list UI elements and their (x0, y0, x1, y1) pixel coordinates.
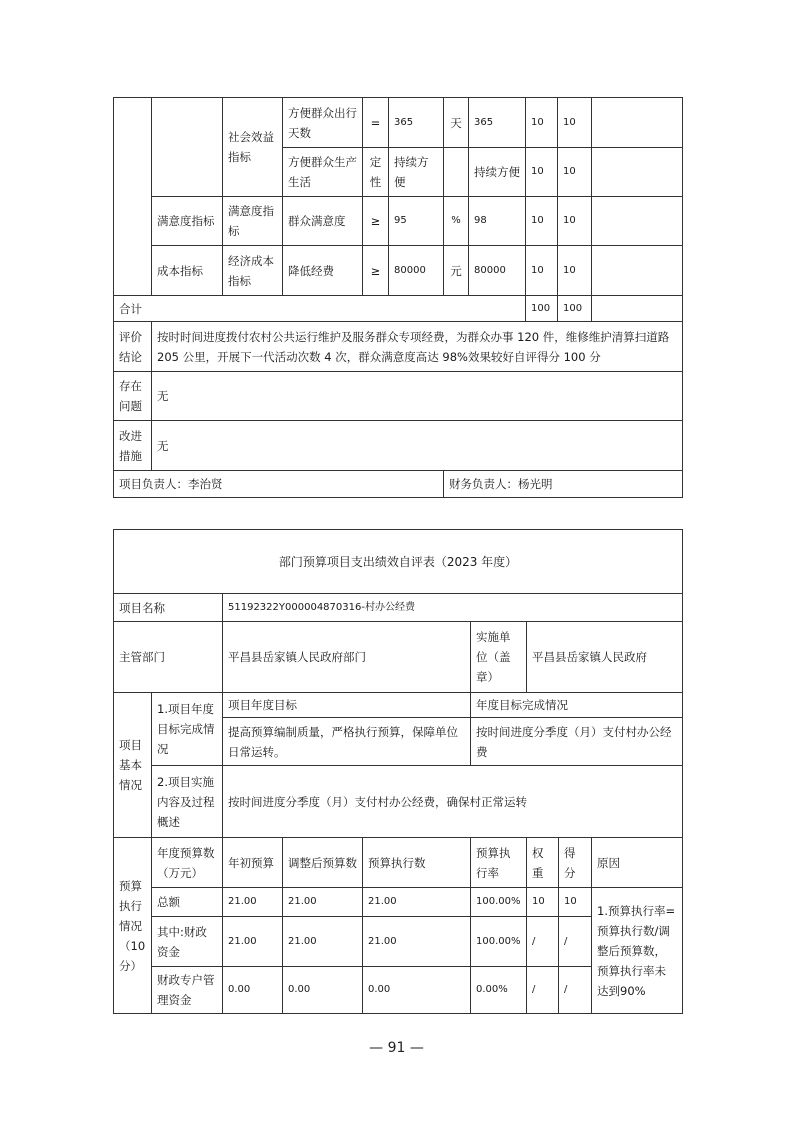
score: 10 (558, 98, 592, 148)
execution-rate: 0.00% (471, 967, 527, 1014)
row-name: 总额 (152, 888, 223, 917)
target-value: 95 (389, 197, 444, 246)
conclusion-text: 按时时间进度拨付农村公共运行维护及服务群众专项经费，为群众办事 120 件，维修维护清算扫道路 205 公里，开展下一代活动次数 4 次，群众满意度高达 98%效果较好自评得分 100 分 (152, 322, 683, 372)
weight: 10 (527, 888, 559, 917)
target-value: 80000 (389, 246, 444, 296)
reason (592, 148, 683, 197)
category-level2: 经济成本指标 (223, 246, 283, 296)
table-row (114, 197, 683, 246)
score: / (559, 917, 592, 967)
operator: ≥ (363, 246, 389, 296)
implementing-unit-label: 实施单位（盖章） (471, 622, 527, 693)
signature-row (114, 471, 683, 498)
total-score: 100 (558, 296, 592, 322)
weight: 10 (526, 98, 558, 148)
page-number: — 91 — (369, 1040, 424, 1056)
category-level1: 满意度指标 (152, 197, 223, 246)
title-row (114, 530, 683, 594)
adjusted-budget: 21.00 (283, 917, 363, 967)
basic-info-label: 项目基本情况 (114, 693, 152, 838)
initial-budget: 21.00 (223, 917, 283, 967)
project-name-label: 项目名称 (114, 594, 223, 622)
adjusted-budget: 21.00 (283, 888, 363, 917)
total-weight: 100 (526, 296, 558, 322)
problems-label: 存在问题 (114, 372, 152, 421)
improvements-row (114, 421, 683, 471)
unit: 天 (444, 98, 469, 148)
conclusion-row (114, 322, 683, 372)
column-header: 调整后预算数 (283, 838, 363, 888)
initial-budget: 21.00 (223, 888, 283, 917)
actual-value: 365 (469, 98, 526, 148)
project-lead: 项目负责人：李治贤 (114, 471, 444, 498)
execution-label: 预算执行情况（10分） (114, 838, 152, 1014)
table-row (114, 766, 683, 838)
content-text: 按时间进度分季度（月）支付村办公经费，确保村正常运转 (223, 766, 683, 838)
total-label: 合计 (114, 296, 526, 322)
actual-value: 98 (469, 197, 526, 246)
blank-cell (114, 98, 152, 296)
department: 平昌县岳家镇人民政府部门 (223, 622, 471, 693)
problems-text: 无 (152, 372, 683, 421)
blank-cell (152, 98, 223, 197)
table-row (114, 693, 683, 718)
target-value: 持续方便 (389, 148, 444, 197)
conclusion-label: 评价结论 (114, 322, 152, 372)
project-name: 51192322Y000004870316-村办公经费 (223, 594, 683, 622)
problems-row (114, 372, 683, 421)
table-row (114, 98, 683, 148)
row-name: 其中:财政资金 (152, 917, 223, 967)
column-header: 权重 (527, 838, 559, 888)
initial-budget: 0.00 (223, 967, 283, 1014)
category-level2: 满意度指标 (223, 197, 283, 246)
actual-value: 80000 (469, 246, 526, 296)
column-header: 年初预算 (223, 838, 283, 888)
department-row (114, 622, 683, 693)
unit (444, 148, 469, 197)
executed-amount: 21.00 (363, 888, 471, 917)
reason (592, 246, 683, 296)
indicator-name: 方便群众生产生活 (283, 148, 363, 197)
social-benefit-label: 社会效益指标 (223, 98, 283, 197)
department-label: 主管部门 (114, 622, 223, 693)
total-reason (592, 296, 683, 322)
execution-rate: 100.00% (471, 917, 527, 967)
operator: = (363, 98, 389, 148)
column-header: 预算执行数 (363, 838, 471, 888)
budget-self-evaluation-table (113, 529, 683, 1014)
column-header: 年度预算数（万元） (152, 838, 223, 888)
goal-text: 提高预算编制质量，严格执行预算，保障单位日常运转。 (223, 718, 471, 766)
goal-label: 1.项目年度目标完成情况 (152, 693, 223, 766)
weight: 10 (526, 197, 558, 246)
content-label: 2.项目实施内容及过程概述 (152, 766, 223, 838)
weight: 10 (526, 246, 558, 296)
completion-header: 年度目标完成情况 (471, 693, 683, 718)
adjusted-budget: 0.00 (283, 967, 363, 1014)
column-header: 预算执行率 (471, 838, 527, 888)
indicator-name: 降低经费 (283, 246, 363, 296)
operator: 定性 (363, 148, 389, 197)
score: / (559, 967, 592, 1014)
weight: / (527, 917, 559, 967)
goal-header: 项目年度目标 (223, 693, 471, 718)
weight: / (527, 967, 559, 1014)
executed-amount: 21.00 (363, 917, 471, 967)
weight: 10 (526, 148, 558, 197)
score: 10 (558, 197, 592, 246)
column-header: 原因 (592, 838, 683, 888)
row-name: 财政专户管理资金 (152, 967, 223, 1014)
reason (592, 197, 683, 246)
project-name-row (114, 594, 683, 622)
table-row (114, 888, 683, 917)
actual-value: 持续方便 (469, 148, 526, 197)
column-header: 得分 (559, 838, 592, 888)
reason (592, 98, 683, 148)
total-row (114, 296, 683, 322)
implementing-unit: 平昌县岳家镇人民政府 (527, 622, 683, 693)
target-value: 365 (389, 98, 444, 148)
improvements-text: 无 (152, 421, 683, 471)
executed-amount: 0.00 (363, 967, 471, 1014)
performance-indicator-table (113, 97, 683, 498)
budget-header-row (114, 838, 683, 888)
score: 10 (559, 888, 592, 917)
indicator-name: 方便群众出行天数 (283, 98, 363, 148)
reason-text: 1.预算执行率=预算执行数/调整后预算数，预算执行率未达到90% (592, 888, 683, 1014)
category-level1: 成本指标 (152, 246, 223, 296)
indicator-name: 群众满意度 (283, 197, 363, 246)
finance-lead: 财务负责人：杨光明 (444, 471, 683, 498)
improvements-label: 改进措施 (114, 421, 152, 471)
unit: % (444, 197, 469, 246)
completion-text: 按时间进度分季度（月）支付村办公经费 (471, 718, 683, 766)
operator: ≥ (363, 197, 389, 246)
unit: 元 (444, 246, 469, 296)
table-row (114, 246, 683, 296)
score: 10 (558, 246, 592, 296)
table-title: 部门预算项目支出绩效自评表（2023 年度） (114, 530, 683, 594)
score: 10 (558, 148, 592, 197)
execution-rate: 100.00% (471, 888, 527, 917)
